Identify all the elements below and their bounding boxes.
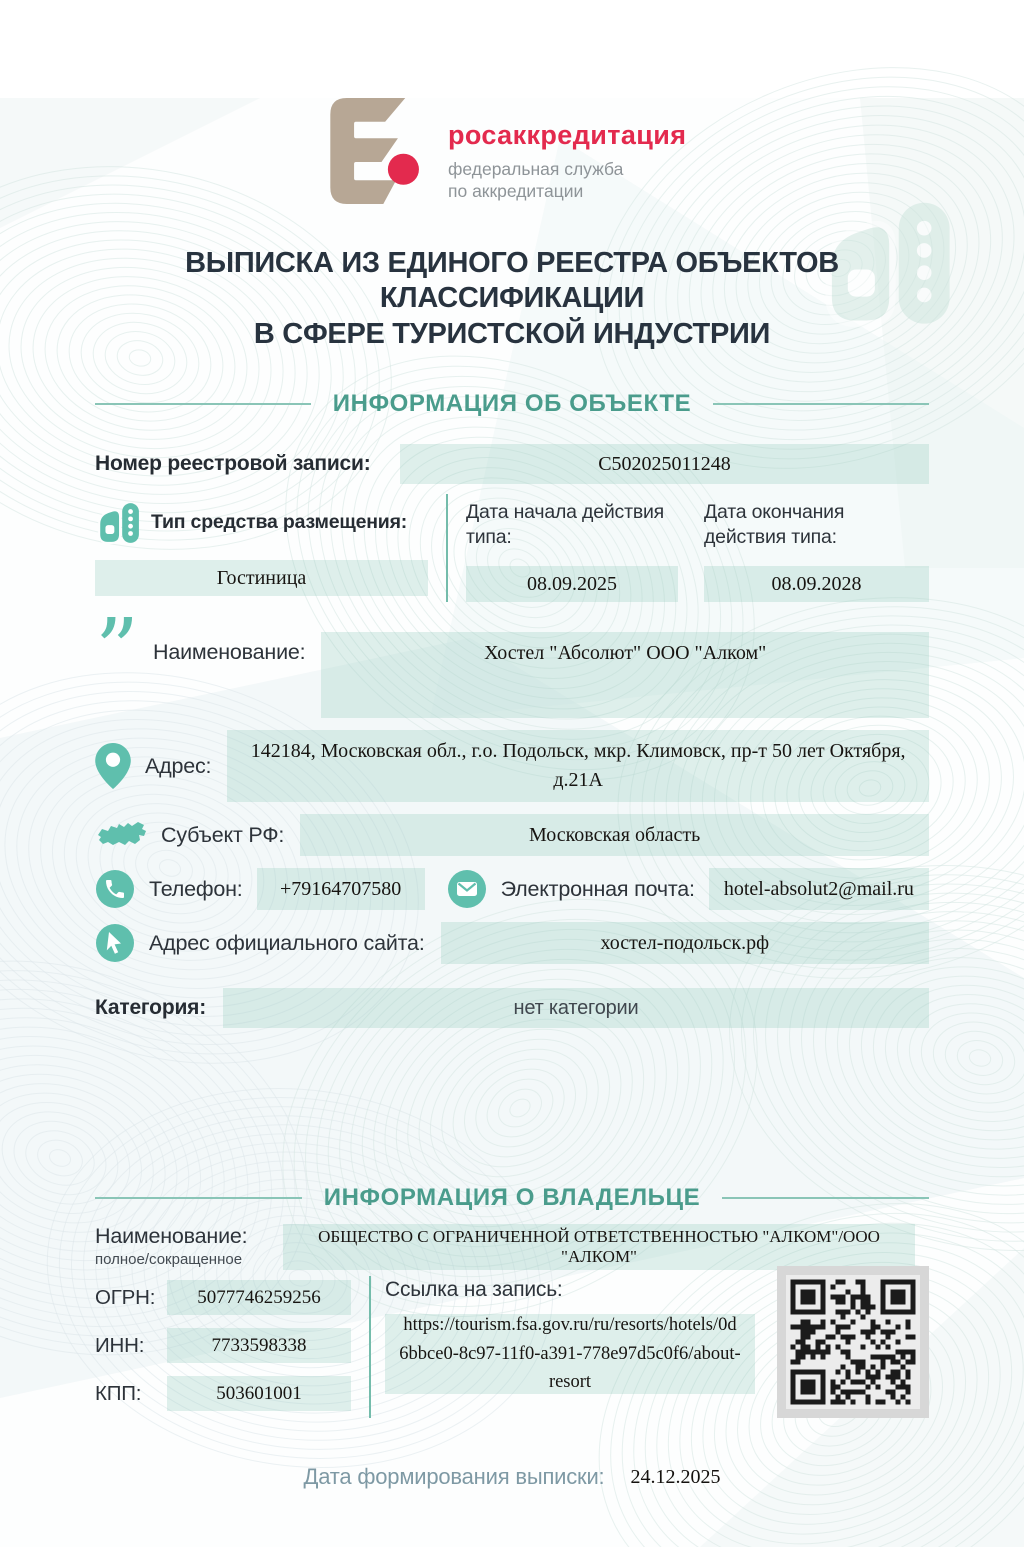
region-label: Субъект РФ:	[161, 822, 285, 847]
record-link-label: Ссылка на запись:	[385, 1278, 563, 1302]
qr-code	[777, 1266, 929, 1418]
object-name-label: Наименование:	[153, 640, 306, 665]
russia-map-icon	[95, 818, 147, 852]
section-line-left	[95, 1197, 302, 1199]
phone-icon	[95, 869, 135, 909]
website-label: Адрес официального сайта:	[149, 930, 425, 955]
kpp-value: 503601001	[167, 1376, 351, 1411]
address-row	[95, 730, 929, 802]
section-line-right	[722, 1197, 929, 1199]
section-line-left	[95, 403, 311, 405]
type-end-date-label: Дата окончания действия типа:	[704, 501, 845, 549]
registration-codes-row	[95, 1276, 929, 1418]
owner-name-value: ОБЩЕСТВО С ОГРАНИЧЕННОЙ ОТВЕТСТВЕННОСТЬЮ "АЛКОМ"/ООО "АЛКОМ"	[283, 1224, 915, 1270]
registry-number-value: С502025011248	[400, 444, 929, 484]
cursor-icon	[95, 923, 135, 963]
category-label: Категория:	[95, 996, 206, 1020]
ogrn-value: 5077746259256	[167, 1280, 351, 1315]
object-name-value: Хостел "Абсолют" ООО "Алком"	[321, 632, 929, 718]
record-link-value: https://tourism.fsa.gov.ru/ru/resorts/hotels/0d6bbce0-8c97-11f0-a391-778e97d5c0f6/about-resort	[385, 1314, 755, 1394]
accommodation-type-value: Гостиница	[95, 560, 428, 596]
rosaccreditation-logo-icon	[330, 98, 422, 204]
email-value: hotel-absolut2@mail.ru	[709, 868, 929, 910]
owner-name-row	[95, 1224, 929, 1270]
owner-section-header: ИНФОРМАЦИЯ О ВЛАДЕЛЬЦЕ	[95, 1184, 929, 1212]
email-icon	[447, 869, 487, 909]
type-and-dates-row	[95, 494, 929, 602]
phone-label: Телефон:	[149, 876, 243, 901]
region-row	[95, 814, 929, 856]
issue-date-value: 24.12.2025	[630, 1465, 721, 1488]
quote-icon: ”	[95, 601, 139, 702]
owner-name-label: Наименование:	[95, 1224, 248, 1249]
registry-number-row	[95, 444, 929, 484]
location-pin-icon	[95, 743, 131, 789]
accommodation-type-label: Тип средства размещения:	[151, 510, 408, 533]
brand-subtitle-line2: по аккредитации	[448, 181, 584, 202]
document-title: ВЫПИСКА ИЗ ЕДИНОГО РЕЕСТРА ОБЪЕКТОВ КЛАССИФИКАЦИИ В СФЕРЕ ТУРИСТСКОЙ ИНДУСТРИИ	[185, 247, 839, 350]
inn-row	[95, 1328, 351, 1363]
ogrn-label: ОГРН:	[95, 1285, 156, 1309]
website-value: хостел-подольск.рф	[441, 922, 929, 964]
email-label: Электронная почта:	[500, 876, 695, 901]
kpp-row	[95, 1376, 351, 1411]
phone-email-row	[95, 868, 929, 910]
address-label: Адрес:	[145, 753, 212, 778]
object-section-header: ИНФОРМАЦИЯ ОБ ОБЪЕКТЕ	[95, 390, 929, 418]
owner-name-sublabel: полное/сокращенное	[95, 1251, 243, 1269]
type-start-date-value: 08.09.2025	[466, 566, 678, 602]
type-start-date-label: Дата начала действия типа:	[466, 501, 665, 549]
address-value: 142184, Московская обл., г.о. Подольск, мкр. Климовск, пр-т 50 лет Октября, д.21А	[227, 730, 929, 802]
brand-name: росаккредитация	[448, 120, 687, 150]
type-end-date-value: 08.09.2028	[704, 566, 929, 602]
ogrn-row	[95, 1280, 351, 1315]
phone-value: +79164707580	[257, 868, 425, 910]
inn-value: 7733598338	[167, 1328, 351, 1363]
object-name-row	[95, 601, 929, 718]
issue-date-label: Дата формирования выписки:	[303, 1464, 605, 1490]
certificate-page	[0, 98, 1024, 1547]
website-row	[95, 922, 929, 964]
inn-label: ИНН:	[95, 1333, 145, 1357]
category-row	[95, 988, 929, 1028]
category-value: нет категории	[223, 988, 929, 1028]
brand-subtitle-line1: федеральная служба	[448, 159, 624, 179]
region-value: Московская область	[300, 814, 929, 856]
agency-logo	[330, 98, 929, 210]
footer	[95, 1464, 929, 1490]
building-icon	[95, 499, 141, 545]
kpp-label: КПП:	[95, 1381, 142, 1405]
registry-number-label: Номер реестровой записи:	[95, 452, 371, 476]
vertical-divider	[369, 1276, 371, 1418]
section-line-right	[713, 403, 929, 405]
